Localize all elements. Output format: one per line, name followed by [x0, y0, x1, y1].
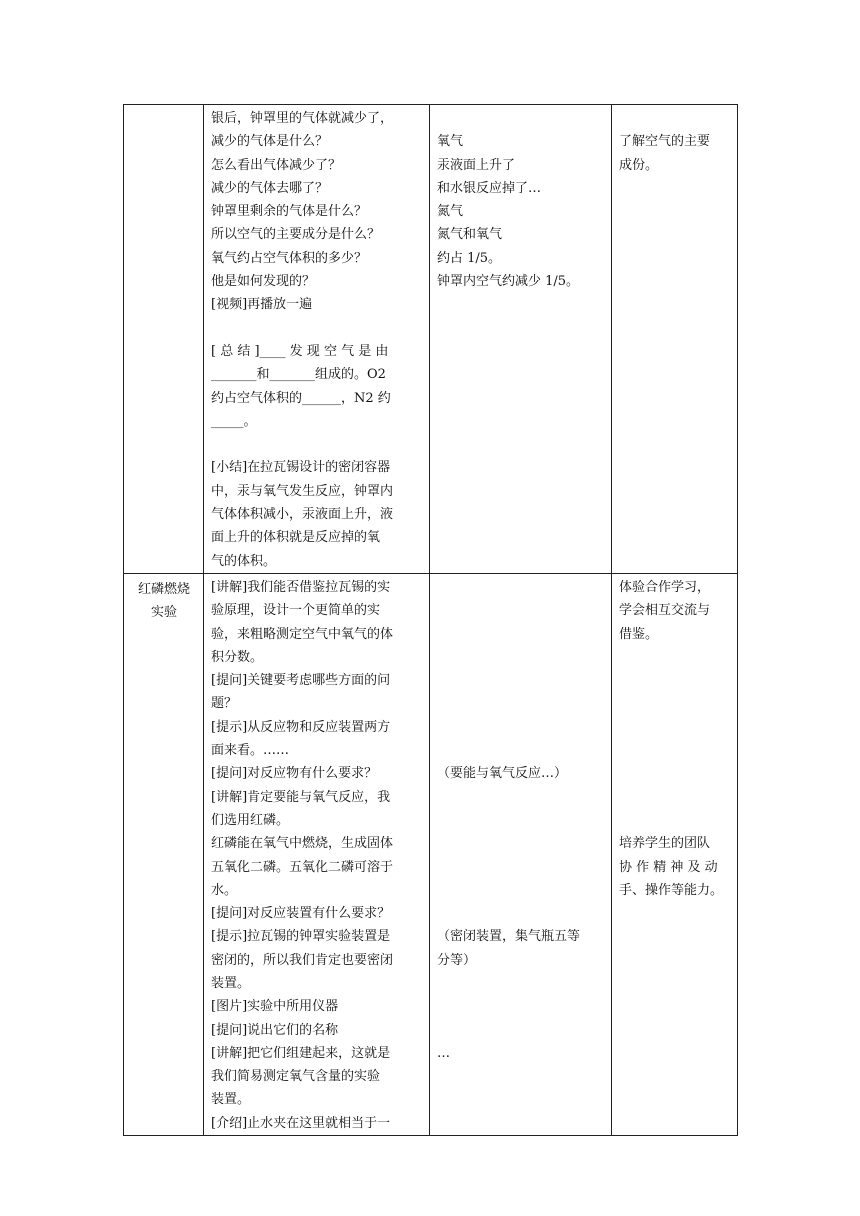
text-line: 积分数。 — [211, 649, 264, 665]
text-line: 协 作 精 神 及 动 — [619, 859, 718, 875]
text-line: 怎么看出气体减少了？ — [211, 157, 342, 173]
text-line — [437, 692, 605, 715]
text-line — [437, 107, 605, 130]
text-line — [437, 669, 605, 692]
text-line: （密闭装置，集气瓶五等 — [437, 929, 581, 945]
text-line: 水。 — [211, 882, 238, 898]
text-line: 氧气 — [437, 134, 464, 150]
text-line: 约占 1/5。 — [437, 250, 502, 266]
text-line: [提示]拉瓦锡的钟罩实验装置是 — [211, 929, 391, 945]
text-line — [437, 646, 605, 669]
text-line — [437, 972, 605, 995]
text-line: 红磷能在氧气中燃烧，生成固体 — [211, 836, 394, 852]
text-line — [437, 786, 605, 809]
text-line: 体验合作学习， — [619, 579, 711, 595]
text-line — [619, 107, 731, 130]
text-line: （要能与氧气反应…） — [437, 766, 568, 782]
text-line: [讲解]把它们组建起来，这就是 — [211, 1045, 391, 1061]
text-line: 学会相互交流与 — [619, 603, 711, 619]
text-line: 气的体积。 — [211, 553, 277, 569]
text-line — [437, 995, 605, 1018]
table-row — [124, 573, 738, 1135]
text-line: [提问]对反应物有什么要求？ — [211, 766, 378, 782]
text-line: 所以空气的主要成分是什么？ — [211, 227, 381, 243]
text-line: 氮气 — [437, 204, 464, 220]
text-line: 五氧化二磷。五氧化二磷可溶于 — [211, 859, 394, 875]
text-line: 借鉴。 — [619, 626, 659, 642]
student-activity-cell — [430, 573, 612, 1135]
text-line: 红磷燃烧 — [137, 581, 190, 597]
lesson-plan-table — [123, 104, 738, 1136]
text-line: _____。 — [211, 413, 257, 429]
text-line: 银后，钟罩里的气体就减少了， — [211, 111, 394, 126]
text-line: 氮气和氧气 — [437, 227, 503, 243]
design-intent-cell — [612, 573, 738, 1135]
text-line: 验原理，设计一个更简单的实 — [211, 603, 381, 619]
text-line: 培养学生的团队 — [619, 836, 711, 852]
text-line: 面上升的体积就是反应掉的氧 — [211, 530, 381, 546]
text-line — [619, 692, 731, 715]
student-activity-cell — [430, 105, 612, 574]
text-line — [437, 576, 605, 599]
text-line: 们选用红磷。 — [211, 812, 290, 828]
text-line — [437, 809, 605, 832]
text-line: _______和_______组成的。O2 — [211, 367, 386, 383]
text-line: 和水银反应掉了… — [437, 180, 542, 196]
text-line — [437, 879, 605, 902]
text-line — [619, 739, 731, 762]
teacher-activity-cell — [204, 105, 430, 574]
text-line: 实验 — [150, 605, 177, 621]
text-line — [619, 809, 731, 832]
text-line: 密闭的，所以我们肯定也要密闭 — [211, 952, 394, 968]
text-line: [ 总 结 ]____ 发 现 空 气 是 由 — [211, 343, 389, 359]
text-line: 了解空气的主要 — [619, 134, 711, 150]
text-line — [619, 786, 731, 809]
text-line: 约占空气体积的______，N2 约 — [211, 390, 391, 406]
text-line: [提示]从反应物和反应装置两方 — [211, 719, 391, 735]
text-line — [619, 669, 731, 692]
text-line: [提问]说出它们的名称 — [211, 1022, 339, 1038]
text-line: 成份。 — [619, 157, 659, 173]
text-line: 题？ — [211, 696, 238, 712]
text-line — [619, 716, 731, 739]
text-line: [图片]实验中所用仪器 — [211, 999, 339, 1015]
text-line — [437, 902, 605, 925]
text-line: [提问]关键要考虑哪些方面的问 — [211, 673, 391, 689]
text-line — [211, 433, 423, 456]
text-line — [619, 762, 731, 785]
text-line — [437, 716, 605, 739]
text-line: 氧气约占空气体积的多少？ — [211, 250, 368, 266]
text-line: [视频]再播放一遍 — [211, 297, 313, 313]
text-line: 分等） — [437, 952, 477, 968]
text-line: 钟罩里剩余的气体是什么？ — [211, 204, 368, 220]
text-line: 验，来粗略测定空气中氧气的体 — [211, 626, 394, 642]
text-line: 他是如何发现的？ — [211, 274, 316, 290]
text-line: 减少的气体是什么？ — [211, 134, 329, 150]
text-line: 手、操作等能力。 — [619, 882, 724, 898]
text-line — [437, 739, 605, 762]
text-line: [讲解]我们能否借鉴拉瓦锡的实 — [211, 579, 391, 595]
text-line: [介绍]止水夹在这里就相当于一 — [211, 1115, 391, 1131]
text-line — [437, 623, 605, 646]
text-line — [437, 599, 605, 622]
text-line: 面来看。…… — [211, 743, 290, 759]
text-line: 汞液面上升了 — [437, 157, 516, 173]
text-line: [讲解]肯定要能与氧气反应，我 — [211, 789, 391, 805]
table-row — [124, 105, 738, 574]
text-line: 中，汞与氧气发生反应，钟罩内 — [211, 483, 394, 499]
text-line — [437, 856, 605, 879]
design-intent-cell — [612, 105, 738, 574]
text-line: 减少的气体去哪了？ — [211, 180, 329, 196]
text-line: 装置。 — [211, 975, 251, 991]
segment-cell — [124, 573, 204, 1135]
text-line: … — [437, 1045, 450, 1061]
text-line: 钟罩内空气约减少 1/5。 — [437, 274, 580, 290]
text-line — [437, 1019, 605, 1042]
text-line — [437, 832, 605, 855]
text-line: [小结]在拉瓦锡设计的密闭容器 — [211, 460, 391, 476]
text-line — [619, 646, 731, 669]
text-line — [211, 317, 423, 340]
text-line: 装置。 — [211, 1092, 251, 1108]
segment-cell — [124, 105, 204, 574]
teacher-activity-cell — [204, 573, 430, 1135]
text-line: 气体体积减小，汞液面上升，液 — [211, 507, 394, 523]
text-line: [提问]对反应装置有什么要求？ — [211, 906, 391, 922]
text-line: 我们简易测定氧气含量的实验 — [211, 1069, 381, 1085]
